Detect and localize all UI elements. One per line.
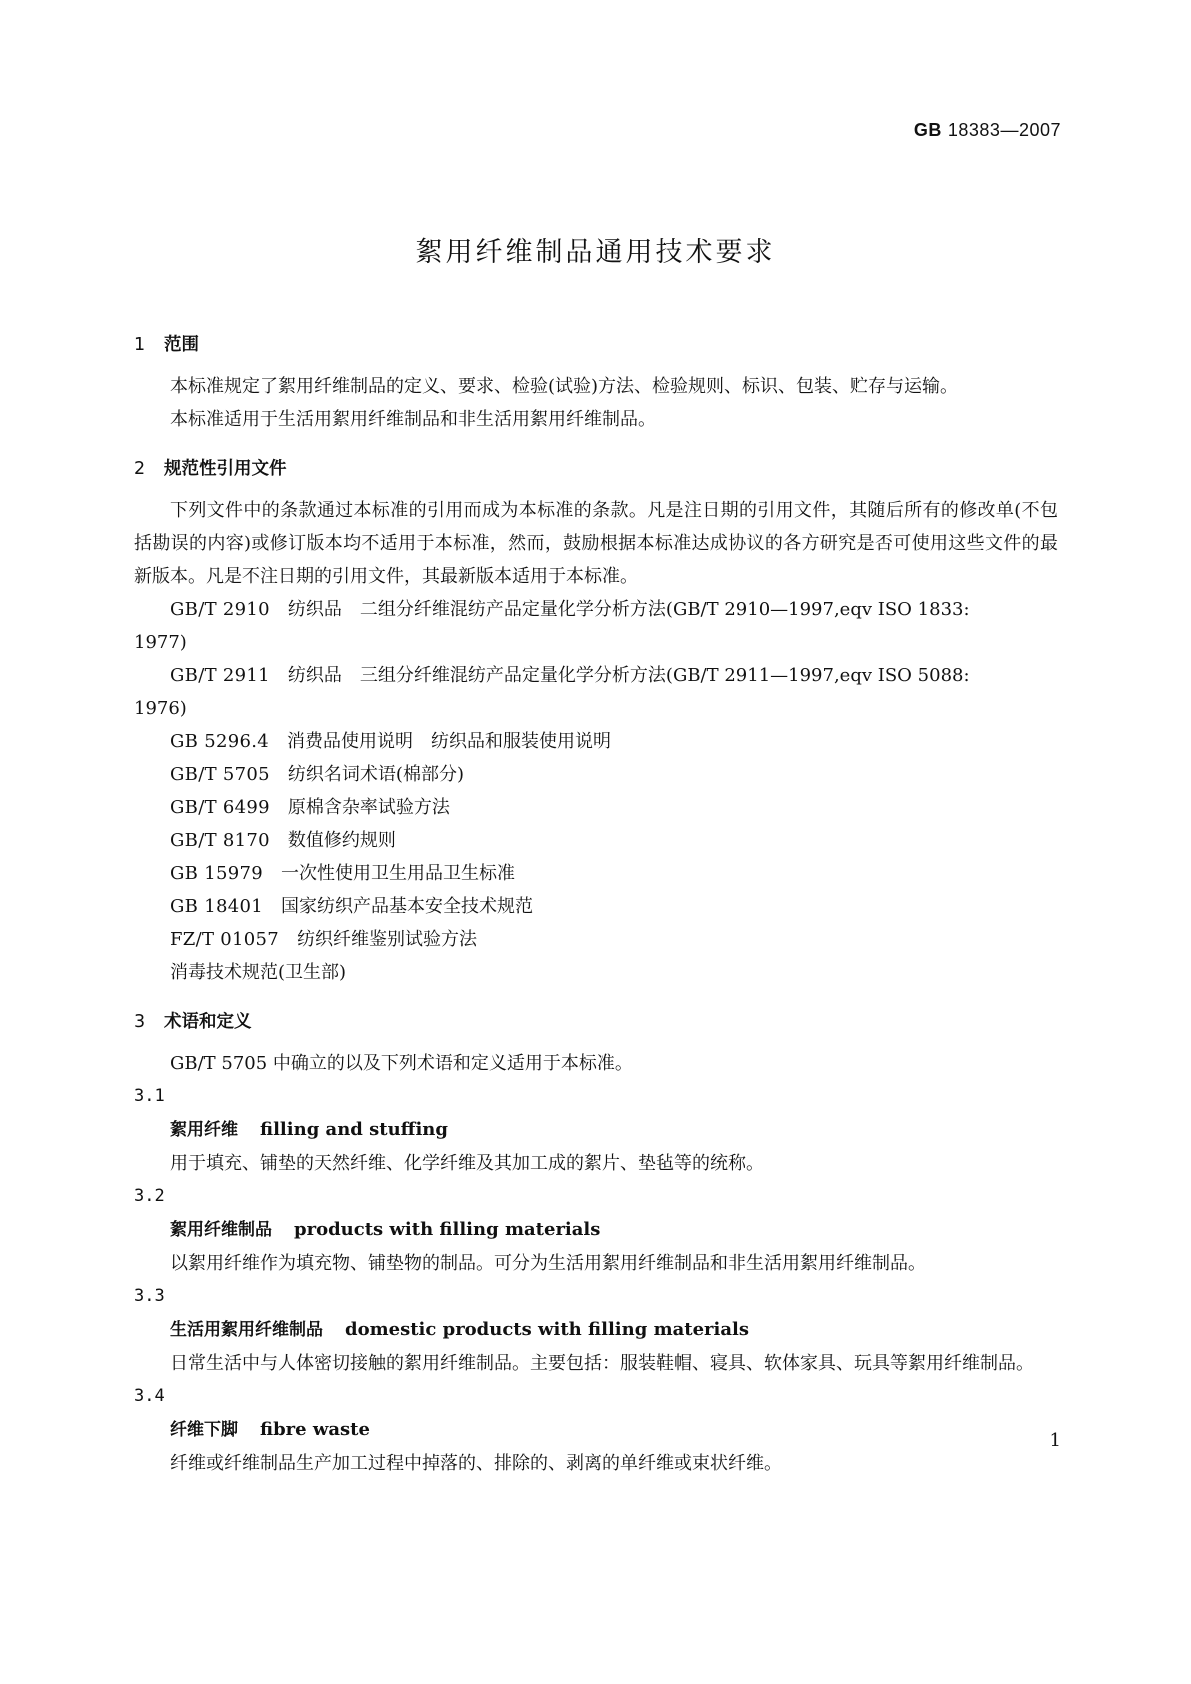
paragraph: 本标准规定了絮用纤维制品的定义、要求、检验(试验)方法、检验规则、标识、包装、贮存与运输。 — [170, 376, 959, 397]
paragraph: 下列文件中的条款通过本标准的引用而成为本标准的条款。凡是注日期的引用文件，其随后所有的修改单(不包括勘误的内容)或修订版本均不适用于本标准，然而，鼓励根据本标准达成协议的各方研究是否可使用这些文件的最新版本。凡是不注日期的引用文件，其最新版本适用于本标准。 — [134, 500, 1058, 587]
term-definition: 纤维或纤维制品生产加工过程中掉落的、排除的、剥离的单纤维或束状纤维。 — [170, 1453, 782, 1474]
standard-code — [914, 120, 1061, 141]
standard-prefix: GB — [913, 120, 942, 140]
reference-code: GB 5296.4 — [170, 731, 270, 752]
reference-code: GB/T 2910 — [170, 599, 270, 620]
reference-title: 纺织品 二组分纤维混纺产品定量化学分析方法(GB/T 2910—1997,eqv ISO 1833: — [287, 599, 970, 620]
term-definition: 以絮用纤维作为填充物、铺垫物的制品。可分为生活用絮用纤维制品和非生活用絮用纤维制品。 — [170, 1253, 926, 1274]
reference-title: 国家纺织产品基本安全技术规范 — [281, 896, 533, 917]
reference-title: 原棉含杂率试验方法 — [287, 797, 450, 818]
section-heading-scope — [134, 332, 1058, 358]
reference-title: 消费品使用说明 纺织品和服装使用说明 — [287, 731, 612, 752]
reference-code: GB 18401 — [170, 896, 263, 917]
reference-continuation: 1977) — [134, 632, 187, 653]
reference-title: 数值修约规则 — [287, 830, 396, 851]
term-chinese: 纤维下脚 — [170, 1420, 238, 1440]
term-entry — [134, 1113, 1058, 1147]
term-english: filling and stuffing — [260, 1119, 448, 1140]
reference-title: 纺织名词术语(棉部分) — [287, 764, 464, 785]
standard-number: 18383—2007 — [947, 120, 1061, 140]
reference-title: 纺织纤维鉴别试验方法 — [297, 929, 478, 950]
term-english: fibre waste — [260, 1419, 370, 1440]
term-definition: 日常生活中与人体密切接触的絮用纤维制品。主要包括：服装鞋帽、寝具、软体家具、玩具等絮用纤维制品。 — [170, 1353, 1034, 1374]
reference-code: GB/T 2911 — [170, 665, 270, 686]
term-chinese: 絮用纤维 — [170, 1120, 238, 1140]
section-heading-normative-references — [134, 456, 1058, 482]
reference-code: GB/T 6499 — [170, 797, 270, 818]
document-title: 絮用纤维制品通用技术要求 — [415, 237, 776, 268]
term-number: 3.4 — [134, 1386, 165, 1406]
reference-code: GB/T 8170 — [170, 830, 270, 851]
reference-item — [134, 593, 1058, 626]
term-entry — [134, 1413, 1058, 1447]
reference-item — [134, 824, 1058, 857]
paragraph: GB/T 5705 中确立的以及下列术语和定义适用于本标准。 — [170, 1053, 633, 1074]
section-title: 术语和定义 — [164, 1012, 252, 1032]
paragraph: 本标准适用于生活用絮用纤维制品和非生活用絮用纤维制品。 — [170, 409, 656, 430]
reference-code: FZ/T 01057 — [170, 929, 280, 950]
reference-continuation: 1976) — [134, 698, 187, 719]
reference-item — [134, 725, 1058, 758]
reference-code: GB/T 5705 — [170, 764, 270, 785]
section-heading-terms-definitions — [134, 1009, 1058, 1035]
section-number: 1 — [134, 335, 146, 355]
page-number: 1 — [1049, 1430, 1061, 1451]
reference-item — [134, 923, 1058, 956]
reference-code: GB 15979 — [170, 863, 263, 884]
term-number: 3.1 — [134, 1086, 165, 1106]
section-number: 3 — [134, 1012, 146, 1032]
section-title: 范围 — [164, 335, 199, 355]
reference-item — [134, 956, 1058, 989]
reference-title: 纺织品 三组分纤维混纺产品定量化学分析方法(GB/T 2911—1997,eqv ISO 5088: — [287, 665, 970, 686]
reference-item — [134, 791, 1058, 824]
term-chinese: 生活用絮用纤维制品 — [170, 1320, 323, 1340]
reference-item — [134, 659, 1058, 692]
section-title: 规范性引用文件 — [164, 459, 287, 479]
term-entry — [134, 1213, 1058, 1247]
term-definition: 用于填充、铺垫的天然纤维、化学纤维及其加工成的絮片、垫毡等的统称。 — [170, 1153, 764, 1174]
term-english: products with filling materials — [294, 1219, 601, 1240]
term-english: domestic products with filling materials — [345, 1319, 749, 1340]
term-entry — [134, 1313, 1058, 1347]
term-number: 3.3 — [134, 1286, 165, 1306]
term-chinese: 絮用纤维制品 — [170, 1220, 272, 1240]
reference-item — [134, 758, 1058, 791]
reference-item — [134, 857, 1058, 890]
term-number: 3.2 — [134, 1186, 165, 1206]
document-body — [134, 332, 1058, 1480]
reference-item — [134, 890, 1058, 923]
section-number: 2 — [134, 459, 146, 479]
reference-title: 消毒技术规范(卫生部) — [170, 962, 347, 983]
reference-title: 一次性使用卫生用品卫生标准 — [281, 863, 515, 884]
